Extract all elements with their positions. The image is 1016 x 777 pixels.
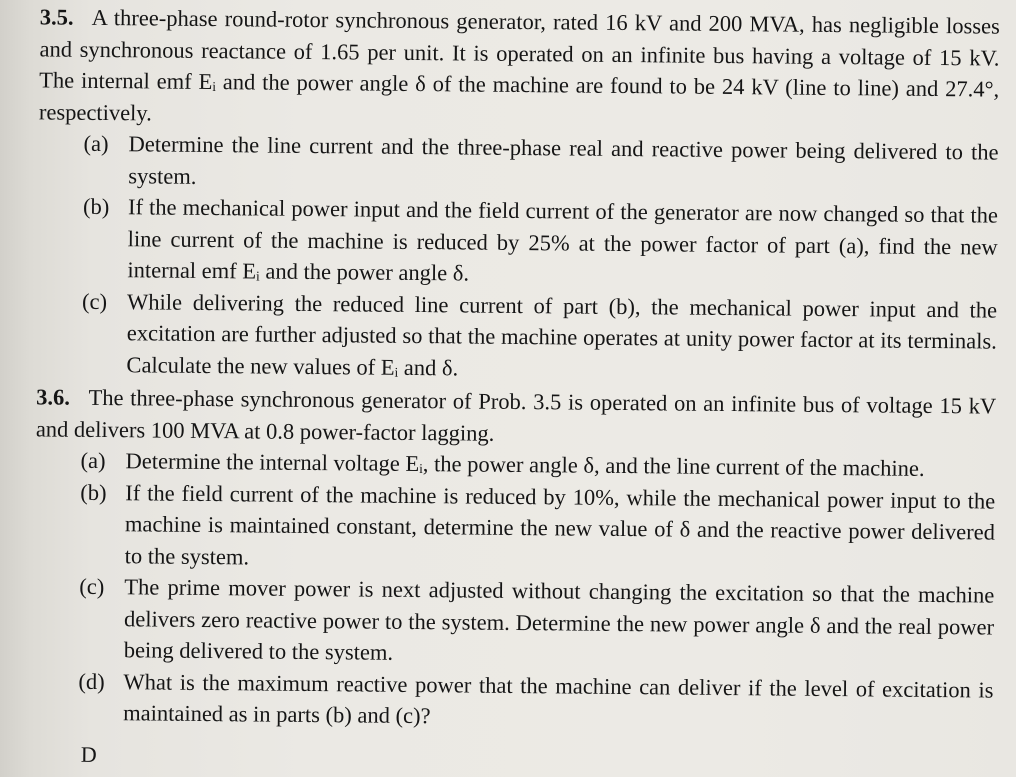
part-a-label: (a)	[80, 447, 106, 474]
part-b-label: (b)	[82, 193, 110, 220]
part-a-text: Determine the internal voltage Eᵢ, the power angle δ, and the line current of the machine.	[125, 448, 925, 481]
problem-3-5-text: A three-phase round-rotor synchronous generator, rated 16 kV and 200 MVA, has negligible losses and synchronous reactance of 1.65 per unit. It is operated on an infinite bus having a voltage of 15 kV. The internal emf Eᵢ and the power angle δ of the machine are found to be 24 kV (line to line) and 27.4°, respectively.	[38, 4, 1000, 125]
part-d-text: What is the maximum reactive power that the machine can deliver if the level of excitation is maintained as in parts (b) and (c)?	[123, 668, 994, 729]
problem-3-6-number: 3.6.	[36, 384, 71, 410]
problem-3-5-part-c	[36, 285, 997, 389]
cut-off-next-line: D	[80, 741, 97, 767]
part-c-text: The prime mover power is next adjusted without changing the excitation so that the machine delivers zero reactive power to the system. Determine the new power angle δ and the real power being delivered to the system.	[123, 574, 995, 665]
problem-3-5	[36, 1, 1000, 388]
part-a-label: (a)	[83, 130, 109, 157]
problem-3-6	[33, 381, 996, 737]
part-d-label: (d)	[78, 668, 105, 694]
part-b-text: If the field current of the machine is reduced by 10%, while the mechanical power input to the machine is maintained constant, determine the new value of δ and the reactive power delivered to the system.	[124, 479, 996, 569]
part-b-label: (b)	[80, 479, 107, 505]
problem-3-6-part-d	[33, 665, 994, 737]
part-b-text: If the mechanical power input and the field current of the generator are now changed so that the line current of the machine is reduced by 25% at the power factor of part (a), find the new internal emf Eᵢ and the power angle δ.	[127, 194, 999, 286]
problem-3-5-statement	[39, 1, 1000, 136]
problem-3-6-part-c	[34, 570, 995, 674]
part-a-text: Determine the line current and the three-phase real and reactive power being delivered to the system.	[128, 131, 999, 189]
problem-3-6-text: The three-phase synchronous generator of Prob. 3.5 is operated on an infinite bus of voltage 15 kV and delivers 100 MVA at 0.8 power-factor lagging.	[35, 384, 997, 446]
problem-3-5-part-b	[37, 190, 998, 294]
problem-3-5-part-a	[38, 127, 999, 199]
problem-3-6-statement	[36, 381, 997, 453]
part-c-label: (c)	[79, 573, 105, 600]
problem-3-6-part-b	[35, 476, 996, 580]
part-c-label: (c)	[81, 288, 108, 314]
part-c-text: While delivering the reduced line current of part (b), the mechanical power input and the excitation are further adjusted so that the machine operates at unity power factor at its terminals. Calculate the new values of Eᵢ and δ.	[126, 288, 998, 380]
problem-3-5-number: 3.5.	[39, 4, 74, 30]
